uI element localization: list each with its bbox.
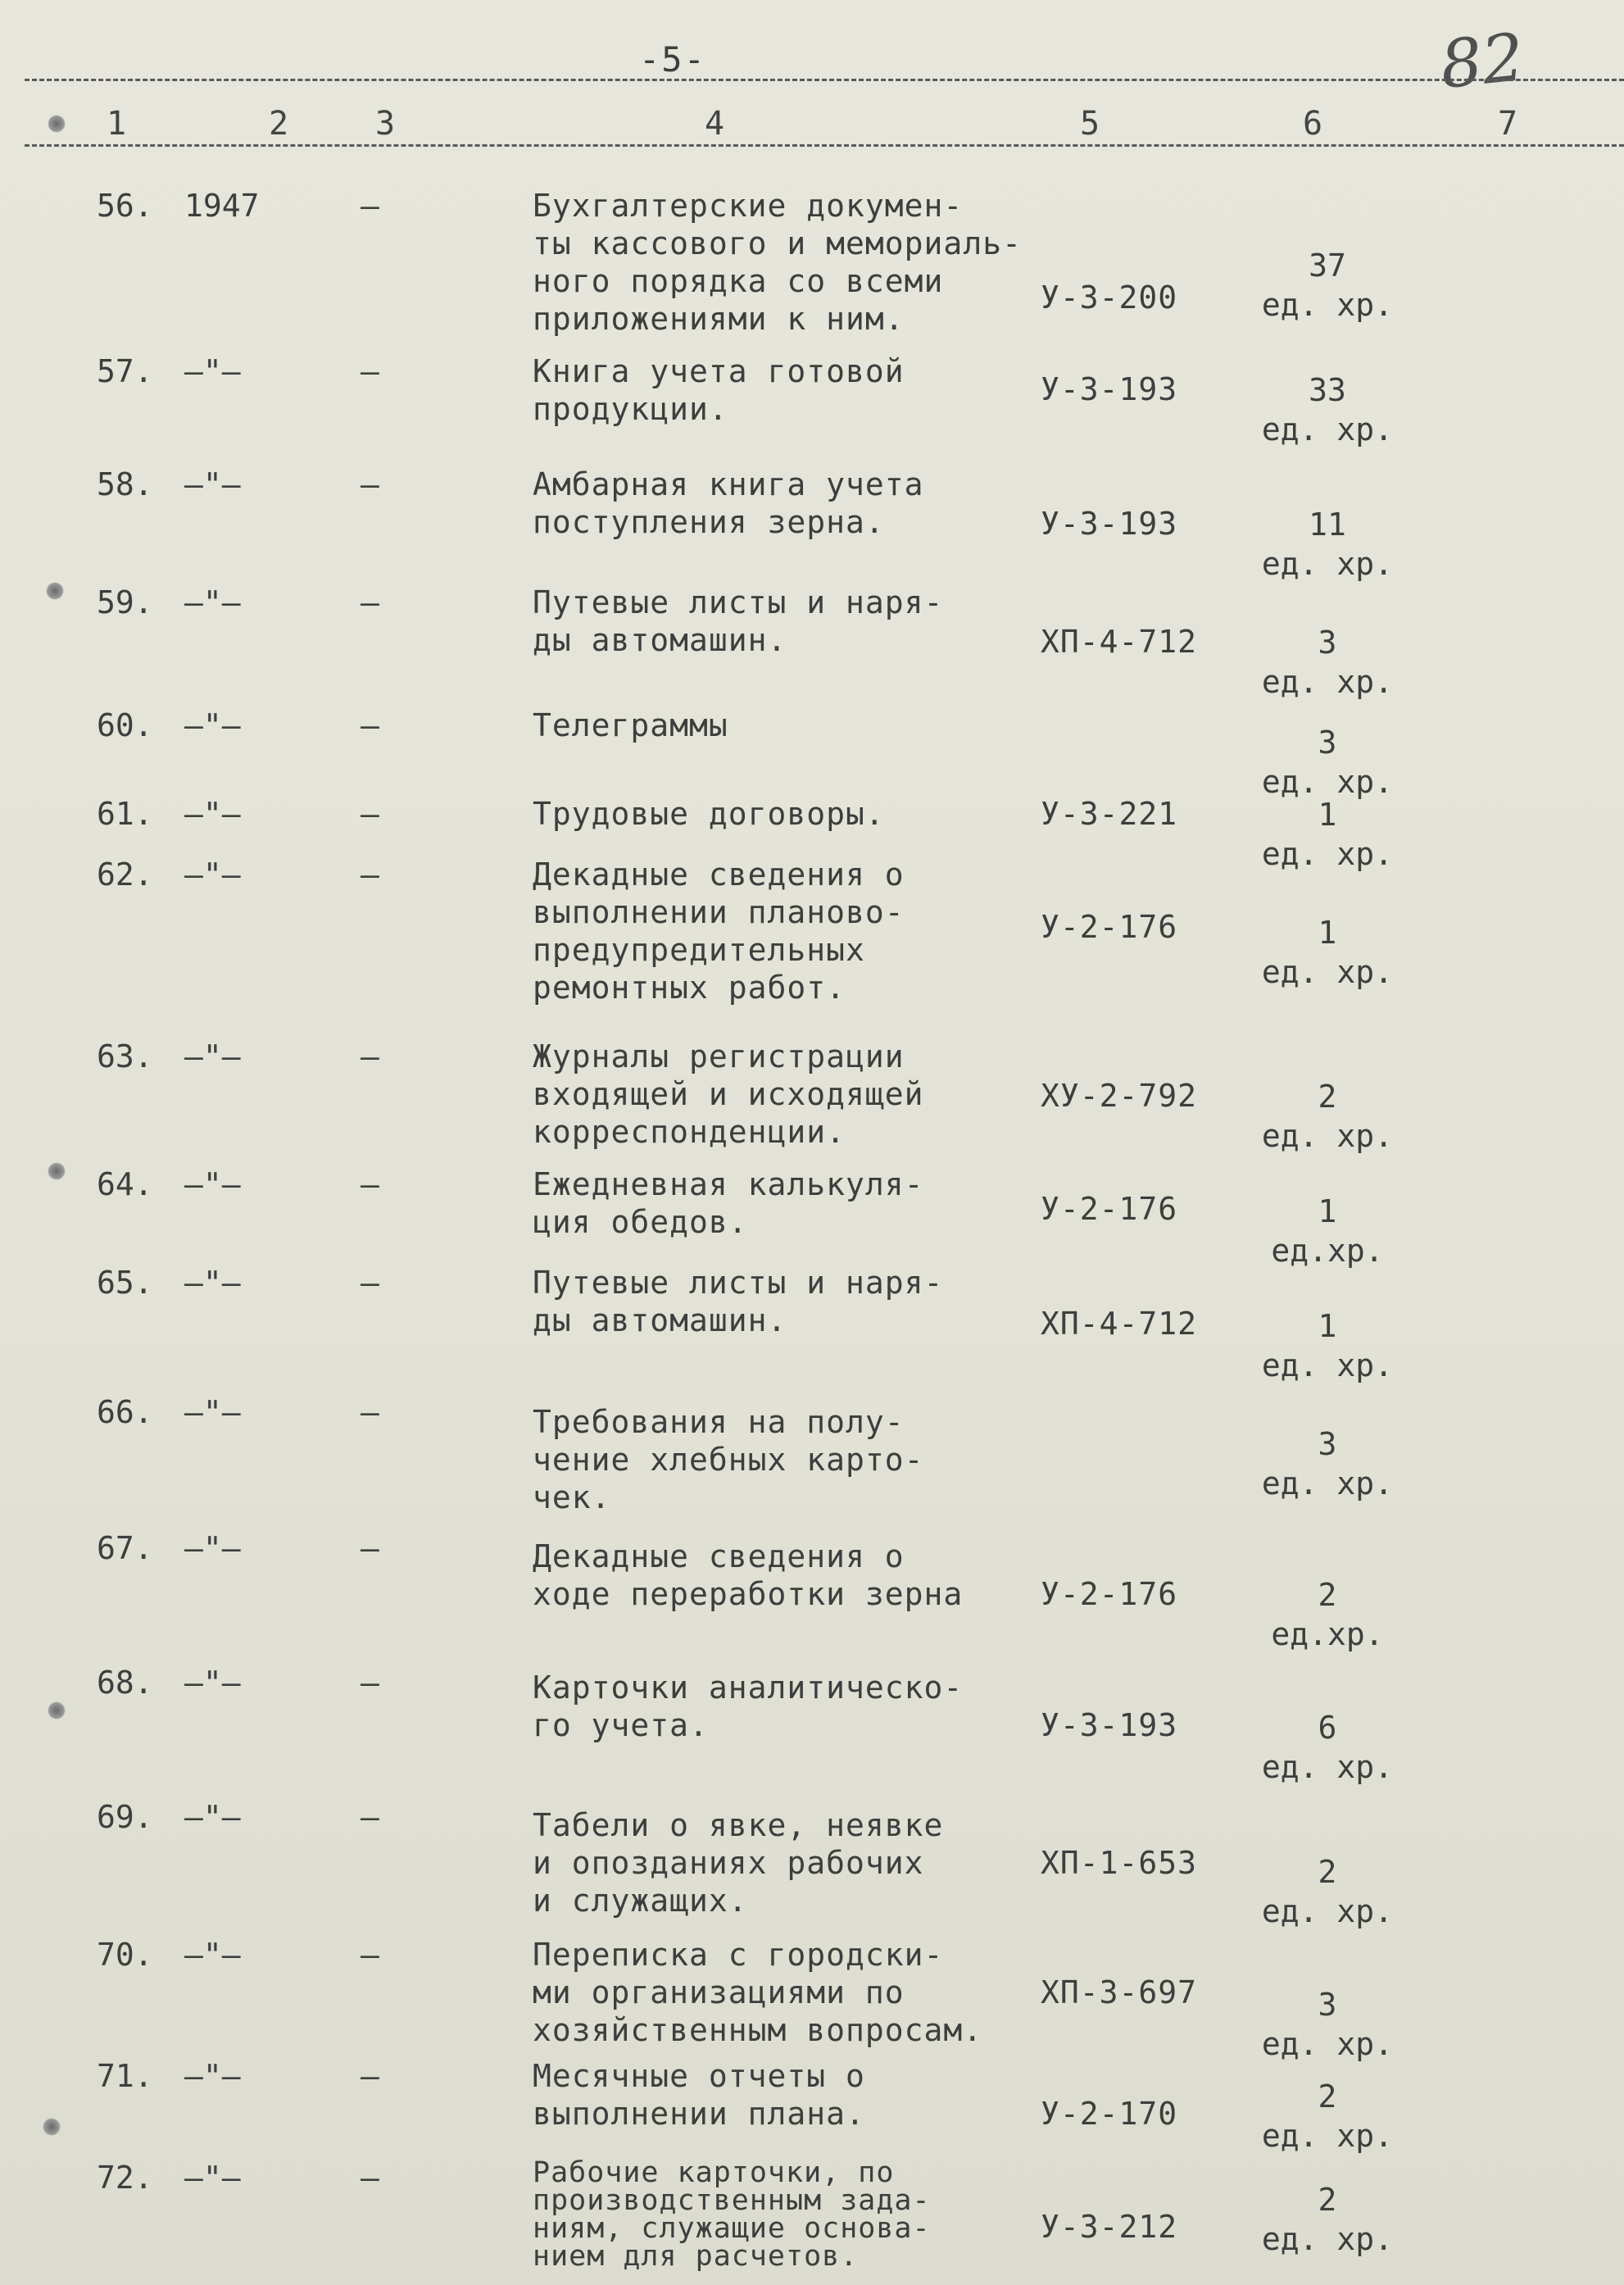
item-code: У-3-221: [1041, 796, 1178, 832]
item-code: ХП-4-712: [1041, 1306, 1198, 1342]
punch-hole-mark: [48, 1701, 66, 1719]
item-code: У-3-193: [1041, 1707, 1178, 1743]
item-units: 1 ед.хр.: [1271, 1193, 1384, 1269]
item-title: Путевые листы и наря- ды автомашин.: [533, 584, 944, 658]
item-title: Переписка с городски- ми организациями по хозяйственным вопросам.: [533, 1937, 983, 2048]
header-bottom-rule: [25, 144, 1624, 147]
item-year: –"–: [184, 1937, 241, 1973]
item-column-3: –: [361, 1166, 379, 1202]
item-title: Декадные сведения о выполнении планово- предупредительных ремонтных работ.: [533, 856, 905, 1006]
item-code: ХУ-2-792: [1041, 1078, 1198, 1114]
item-year: –"–: [184, 1038, 241, 1074]
item-title: Карточки аналитическо- го учета.: [533, 1669, 964, 1743]
item-year: –"–: [184, 1265, 241, 1301]
item-units: 1 ед. хр.: [1261, 915, 1394, 990]
page-number: -5-: [639, 39, 706, 79]
item-title: Путевые листы и наря- ды автомашин.: [533, 1265, 944, 1338]
column-number-3: 3: [375, 105, 396, 143]
item-column-3: –: [361, 2160, 379, 2196]
item-code: У-3-212: [1041, 2209, 1178, 2245]
item-year: –"–: [184, 584, 241, 620]
item-number: 63.: [97, 1038, 153, 1074]
item-year: –"–: [184, 466, 241, 502]
column-number-2: 2: [269, 105, 289, 143]
item-number: 57.: [97, 353, 153, 389]
item-title: Декадные сведения о ходе переработки зерна: [533, 1538, 964, 1612]
item-number: 68.: [97, 1665, 153, 1701]
item-title: Книга учета готовой продукции.: [533, 353, 905, 427]
item-code: У-3-200: [1041, 279, 1178, 316]
item-year: –"–: [184, 707, 241, 743]
item-year: –"–: [184, 353, 241, 389]
item-units: 3 ед. хр.: [1261, 1987, 1394, 2062]
item-title: Амбарная книга учета поступления зерна.: [533, 466, 924, 540]
item-year: –"–: [184, 2160, 241, 2196]
punch-hole-mark: [48, 115, 66, 133]
item-column-3: –: [361, 2058, 379, 2094]
item-units: 33 ед. хр.: [1261, 372, 1394, 447]
item-code: ХП-3-697: [1041, 1974, 1198, 2010]
item-column-3: –: [361, 1937, 379, 1973]
item-column-3: –: [361, 188, 379, 224]
item-number: 71.: [97, 2058, 153, 2094]
punch-hole-mark: [43, 2118, 61, 2136]
item-title: Ежедневная калькуля- ция обедов.: [533, 1166, 924, 1240]
item-number: 69.: [97, 1799, 153, 1835]
item-title: Бухгалтерские докумен- ты кассового и мемориаль- ного порядка со всеми приложениями к ним.: [533, 188, 1022, 337]
item-units: 11 ед. хр.: [1261, 507, 1394, 582]
item-units: 3 ед. хр.: [1261, 1426, 1394, 1501]
item-units: 2 ед.хр.: [1271, 1577, 1384, 1652]
item-year: –"–: [184, 1799, 241, 1835]
item-title: Рабочие карточки, по производственным зада- ниям, служащие основа- нием для расчетов.: [533, 2156, 931, 2273]
item-title: Журналы регистрации входящей и исходящей корреспонденции.: [533, 1038, 924, 1150]
item-column-3: –: [361, 353, 379, 389]
item-title: Требования на полу- чение хлебных карто- чек.: [533, 1404, 924, 1515]
item-column-3: –: [361, 1530, 379, 1566]
item-title: Телеграммы: [533, 707, 728, 743]
column-number-7: 7: [1498, 105, 1518, 143]
item-year: –"–: [184, 856, 241, 893]
item-title: Трудовые договоры.: [533, 796, 885, 832]
item-code: ХП-1-653: [1041, 1845, 1198, 1881]
item-units: 2 ед. хр.: [1261, 1079, 1394, 1154]
item-number: 67.: [97, 1530, 153, 1566]
item-year: 1947: [184, 188, 260, 224]
item-number: 58.: [97, 466, 153, 502]
item-number: 65.: [97, 1265, 153, 1301]
item-column-3: –: [361, 584, 379, 620]
column-number-1: 1: [107, 105, 127, 143]
item-units: 37 ед. хр.: [1261, 248, 1394, 323]
item-units: 6 ед. хр.: [1261, 1710, 1394, 1785]
item-code: У-2-176: [1041, 909, 1178, 945]
header-top-rule: [25, 79, 1624, 81]
item-code: У-3-193: [1041, 371, 1178, 407]
punch-hole-mark: [46, 582, 64, 600]
item-column-3: –: [361, 796, 379, 832]
item-column-3: –: [361, 856, 379, 893]
item-number: 60.: [97, 707, 153, 743]
item-year: –"–: [184, 1394, 241, 1430]
item-code: У-2-170: [1041, 2096, 1178, 2132]
item-column-3: –: [361, 1265, 379, 1301]
item-column-3: –: [361, 466, 379, 502]
item-code: У-2-176: [1041, 1191, 1178, 1227]
column-number-6: 6: [1303, 105, 1323, 143]
item-number: 72.: [97, 2160, 153, 2196]
item-units: 1 ед. хр.: [1261, 1308, 1394, 1383]
item-title: Месячные отчеты о выполнении плана.: [533, 2058, 865, 2132]
item-units: 2 ед. хр.: [1261, 2182, 1394, 2257]
item-code: У-3-193: [1041, 506, 1178, 542]
item-number: 66.: [97, 1394, 153, 1430]
item-number: 62.: [97, 856, 153, 893]
item-units: 2 ед. хр.: [1261, 2078, 1394, 2154]
item-number: 70.: [97, 1937, 153, 1973]
item-title: Табели о явке, неявке и опозданиях рабочих и служащих.: [533, 1807, 944, 1919]
item-year: –"–: [184, 1530, 241, 1566]
item-column-3: –: [361, 707, 379, 743]
item-number: 64.: [97, 1166, 153, 1202]
item-units: 1 ед. хр.: [1261, 797, 1394, 872]
item-year: –"–: [184, 1166, 241, 1202]
item-column-3: –: [361, 1038, 379, 1074]
item-units: 2 ед. хр.: [1261, 1854, 1394, 1929]
item-year: –"–: [184, 796, 241, 832]
item-units: 3 ед. хр.: [1261, 625, 1394, 700]
item-number: 61.: [97, 796, 153, 832]
item-units: 3 ед. хр.: [1261, 725, 1394, 800]
item-year: –"–: [184, 2058, 241, 2094]
item-code: ХП-4-712: [1041, 624, 1198, 660]
column-number-4: 4: [705, 105, 725, 143]
item-column-3: –: [361, 1799, 379, 1835]
item-number: 59.: [97, 584, 153, 620]
item-number: 56.: [97, 188, 153, 224]
column-number-5: 5: [1080, 105, 1100, 143]
archive-sheet-number: 82: [1436, 18, 1528, 104]
punch-hole-mark: [48, 1162, 66, 1180]
item-year: –"–: [184, 1665, 241, 1701]
item-code: У-2-176: [1041, 1576, 1178, 1612]
item-column-3: –: [361, 1394, 379, 1430]
item-column-3: –: [361, 1665, 379, 1701]
